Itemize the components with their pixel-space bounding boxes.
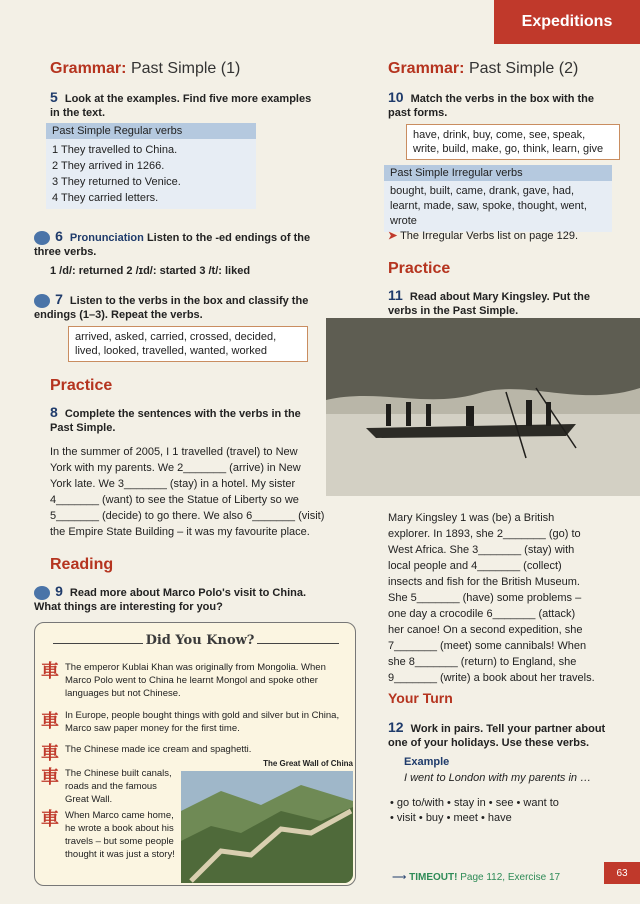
gap-fill-line: explorer. In 1893, she 2_______ (go) to [388,528,581,540]
exercise-6 [34,229,314,259]
exercise-6-number: 6 [55,228,63,244]
canoe-illustration [326,318,640,496]
grammar-1-title-bold: Grammar: [50,60,127,77]
photo-caption: The Great Wall of China [263,759,353,768]
exercise-11 [388,288,608,318]
arrow-right-icon: ⟶ [392,872,407,883]
grammar-1-title-rest: Past Simple (1) [130,60,241,77]
exercise-10 [388,90,608,120]
grammar-2-title [388,60,578,78]
did-you-know-title: Did You Know? [145,633,255,648]
timeout-page-ref: Page 112, Exercise 17 [460,872,561,883]
divider [53,643,143,644]
audio-cd-icon [34,294,50,308]
irregular-verbs-note [388,228,578,244]
gap-fill-line: Mary Kingsley 1 was (be) a British [388,512,555,524]
exercise-8-passage [50,444,332,540]
great-wall-illustration [181,771,353,883]
chinese-character-icon: 車 [41,743,59,764]
exercise-6-text: Listen to the -ed endings of the three verbs. [34,232,311,259]
irregular-verbs-box [384,165,612,232]
your-turn-title: Your Turn [388,690,453,706]
canoe-photo [326,318,640,496]
grammar-1-title [50,60,240,78]
regular-verb-example: 1 They travelled to China. [52,144,178,156]
verb-bullets-line-1: • go to/with • stay in • see • want to [390,797,559,809]
timeout-reference [392,872,560,883]
regular-verb-example: 4 They carried letters. [52,192,159,204]
gap-fill-line: York with my parents. We 2_______ (arrive) in New [50,462,301,474]
gap-fill-line: one day a crocodile 6_______ (attack) [388,608,576,620]
gap-fill-line: 5_______ (decide) to go there. We also 6_______ (visit) [50,510,325,522]
regular-verb-example: 3 They returned to Venice. [52,176,181,188]
example-label: Example [404,756,450,768]
exercise-9 [34,584,324,614]
gap-fill-line: 7_______ (meet) some cannibals! When [388,640,587,652]
exercise-12 [388,720,618,750]
exercise-5-text: Look at the examples. Find five more examples in the text. [50,93,312,119]
exercise-7 [34,292,314,322]
gap-fill-line: 9_______ (write) a book about her travels. [388,672,595,684]
example-text: I went to London with my parents in … [404,772,592,784]
audio-cd-icon [34,586,50,600]
audio-cd-icon [34,231,50,245]
fact-item: In Europe, people bought things with gold and silver but in China, Marco saw paper money for the first time. [65,710,340,734]
gap-fill-line: insects and fish for the British Museum. [388,576,580,588]
gap-fill-line: 4_______ (want) to see the Statue of Liberty so we [50,494,299,506]
exercise-7-number: 7 [55,291,63,307]
pronunciation-label: Pronunciation [69,232,144,244]
exercise-9-text: Read more about Marco Polo's visit to China. What things are interesting for you? [34,587,307,614]
fact-item: The Chinese made ice cream and spaghetti. [65,744,252,755]
gap-fill-line: She 5_______ (have) some problems – [388,592,582,604]
fact-item: When Marco came home, he wrote a book about his travels – but some people thought it was just a story! [65,810,175,860]
gap-fill-line: West Africa. She 3_______ (stay) with [388,544,575,556]
exercise-7-text: Listen to the verbs in the box and classify the endings (1–3). Repeat the verbs. [34,295,309,322]
gap-fill-line: local people and 4_______ (collect) [388,560,562,572]
chinese-character-icon: 車 [41,711,59,732]
irregular-verbs-note-text: The Irregular Verbs list on page 129. [400,230,579,242]
arrow-right-icon: ➤ [388,230,398,242]
exercise-10-number: 10 [388,89,404,105]
exercise-9-number: 9 [55,583,63,599]
regular-verbs-box [46,123,256,209]
exercise-11-number: 11 [388,287,403,303]
gap-fill-line: York late. We 3_______ (stay) in a hotel. My sister [50,478,296,490]
divider [257,643,339,644]
did-you-know-box [34,622,356,886]
exercise-8-text: Complete the sentences with the verbs in the Past Simple. [50,408,301,434]
verb-bullets-line-2: • visit • buy • meet • have [390,812,512,824]
exercise-10-text: Match the verbs in the box with the past forms. [388,93,594,119]
exercise-11-passage [388,510,618,686]
chinese-character-icon: 車 [41,767,59,788]
grammar-2-title-rest: Past Simple (2) [468,60,579,77]
exercise-12-number: 12 [388,719,404,735]
practice-title-right: Practice [388,260,451,277]
fact-item: The emperor Kublai Khan was originally from Mongolia. When Marco Polo went to China he learnt Mongol and spoke other languages but not Chinese. [65,662,326,699]
page-number: 63 [604,862,640,884]
exercise-11-text: Read about Mary Kingsley. Put the verbs in the Past Simple. [388,291,590,317]
reading-title: Reading [50,556,114,573]
exercise-8 [50,405,310,435]
timeout-label: TIMEOUT! [409,872,458,883]
gap-fill-line: her canoe! On a second expedition, she [388,624,583,636]
practice-title-left: Practice [50,377,113,394]
irregular-verbs-title: Past Simple Irregular verbs [384,165,612,181]
grammar-2-title-bold: Grammar: [388,60,465,77]
exercise-12-text: Work in pairs. Tell your partner about one of your holidays. Use these verbs. [388,723,606,749]
regular-verbs-list [46,139,256,209]
chapter-tab: Expeditions [494,0,640,44]
exercise-8-number: 8 [50,404,58,420]
regular-verb-example: 2 They arrived in 1266. [52,160,165,172]
verbs-box-classify: arrived, asked, carried, crossed, decided, lived, looked, travelled, wanted, worked [68,326,308,362]
exercise-5 [50,90,320,120]
exercise-5-number: 5 [50,89,58,105]
irregular-verbs-list: bought, built, came, drank, gave, had, learnt, made, saw, spoke, thought, went, wrote [384,181,612,232]
chinese-character-icon: 車 [41,809,59,830]
regular-verbs-title: Past Simple Regular verbs [46,123,256,139]
gap-fill-line: she 8_______ (return) to England, she [388,656,577,668]
chinese-character-icon: 車 [41,661,59,682]
gap-fill-line: In the summer of 2005, I 1 travelled (travel) to New [50,446,298,458]
gap-fill-line: the Empire State Building – it was my favourite place. [50,526,310,538]
ed-endings-list: 1 /d/: returned 2 /ɪd/: started 3 /t/: liked [50,265,251,277]
great-wall-photo [181,771,353,883]
verbs-box-match: have, drink, buy, come, see, speak, write, build, make, go, think, learn, give [406,124,620,160]
fact-item: The Chinese built canals, roads and the famous Great Wall. [65,768,172,805]
